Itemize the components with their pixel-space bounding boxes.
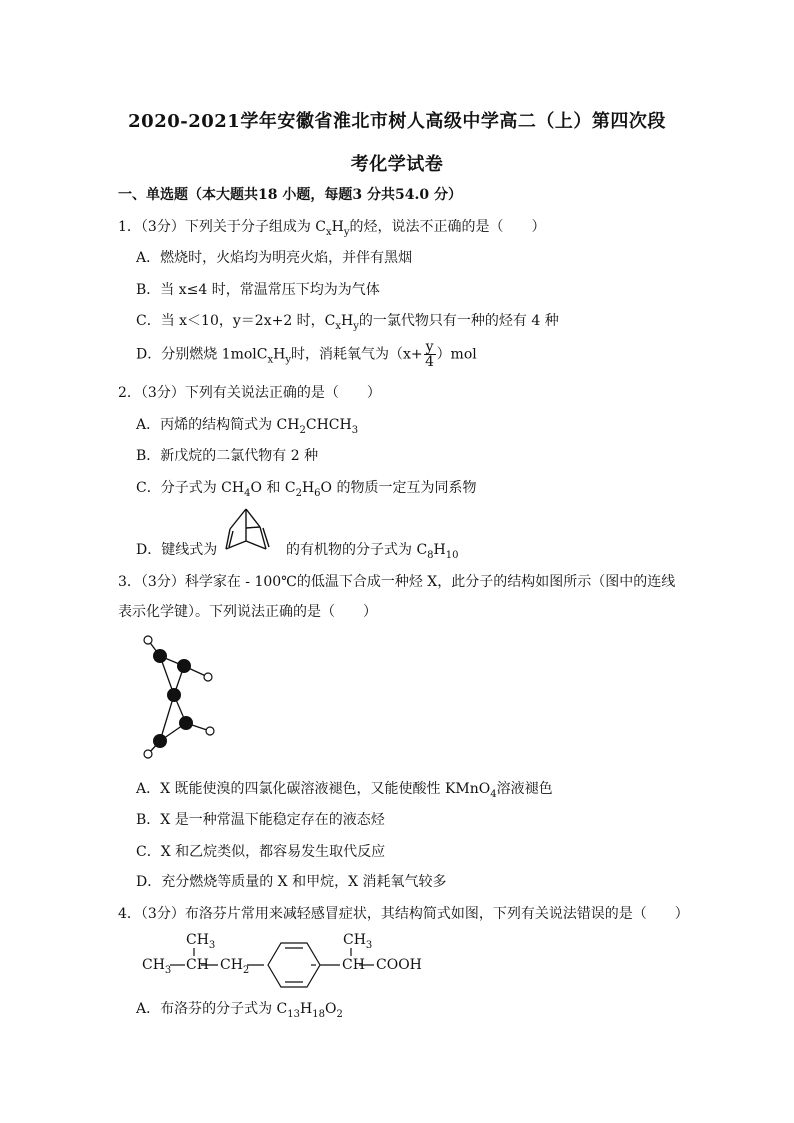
ibuprofen-bonds: [140, 938, 440, 988]
struct-ch-right: CH: [342, 957, 365, 973]
q1-option-c: C．当 x＜10，y＝2x+2 时，$C_xH_y$的一氯代物只有一种的烃有 4 种: [136, 313, 559, 332]
fraction-y-over-4: $\frac{y}{4}$: [425, 339, 435, 370]
q2-option-d-formula: 的有机物的分子式为 $C_8H_{10}$: [286, 542, 459, 561]
q1-option-d: D．分别燃烧 $1molC_xH_y$时，消耗氧气为（x+ $\frac{y}{4}$ ）mol: [136, 339, 477, 370]
q1-option-b: B．当 x≤4 时，常温常压下均为为气体: [136, 282, 380, 298]
struct-ch2: $CH_2$: [220, 957, 250, 976]
bicyclooctatriene-structure: [218, 505, 278, 555]
q1-stem: 1．（3分）下列关于分子组成为 $C_xH_y$的烃，说法不正确的是（ ）: [118, 219, 546, 238]
q2-option-d-label: D．键线式为: [136, 542, 218, 558]
document-title-line-2: 考化学试卷: [350, 154, 444, 175]
q3-option-c: C．X 和乙烷类似，都容易发生取代反应: [136, 844, 386, 860]
struct-ch3-left: $CH_3$: [142, 957, 172, 976]
q3-option-a: A．X 既能使溴的四氯化碳溶液褪色，又能使酸性 KMnO$_4$溶液褪色: [136, 781, 553, 800]
q4-option-a: A．布洛芬的分子式为 $C_{13}H_{18}O_2$: [136, 1001, 343, 1020]
q2-option-b: B．新戊烷的二氯代物有 2 种: [136, 448, 319, 464]
q3-stem-line-2: 表示化学键）。下列说法正确的是（ ）: [118, 604, 377, 620]
struct-ch3-top-right: $CH_3$: [343, 932, 373, 951]
struct-cooh: COOH: [376, 957, 422, 973]
q3-option-b: B．X 是一种常温下能稳定存在的液态烃: [136, 812, 385, 828]
q1-option-a: A．燃烧时，火焰均为明亮火焰，并伴有黑烟: [136, 250, 413, 266]
q2-option-c: C．分子式为 $CH_4O$ 和 $C_2H_6O$ 的物质一定互为同系物: [136, 480, 477, 499]
q4-stem: 4．（3分）布洛芬片常用来减轻感冒症状，其结构简式如图，下列有关说法错误的是（ ）: [118, 906, 689, 922]
q2-stem: 2．（3分）下列有关说法正确的是（ ）: [118, 385, 381, 401]
molecule-x-ball-and-stick: [138, 630, 228, 760]
q3-stem-line-1: 3．（3分）科学家在 - 100℃的低温下合成一种烃 X，此分子的结构如图所示（图中的连线: [118, 574, 676, 590]
struct-ch: CH: [186, 957, 209, 973]
q2-option-a: A．丙烯的结构简式为 $CH_2CHCH_3$: [136, 417, 359, 436]
q3-option-d: D．充分燃烧等质量的 X 和甲烷，X 消耗氧气较多: [136, 874, 447, 890]
struct-ch3-top-left: $CH_3$: [186, 932, 216, 951]
section-heading: 一、单选题（本大题共18 小题，每题3 分共54.0 分）: [118, 187, 462, 203]
document-title-line-1: 2020-2021学年安徽省淮北市树人高级中学高二（上）第四次段: [128, 111, 666, 132]
